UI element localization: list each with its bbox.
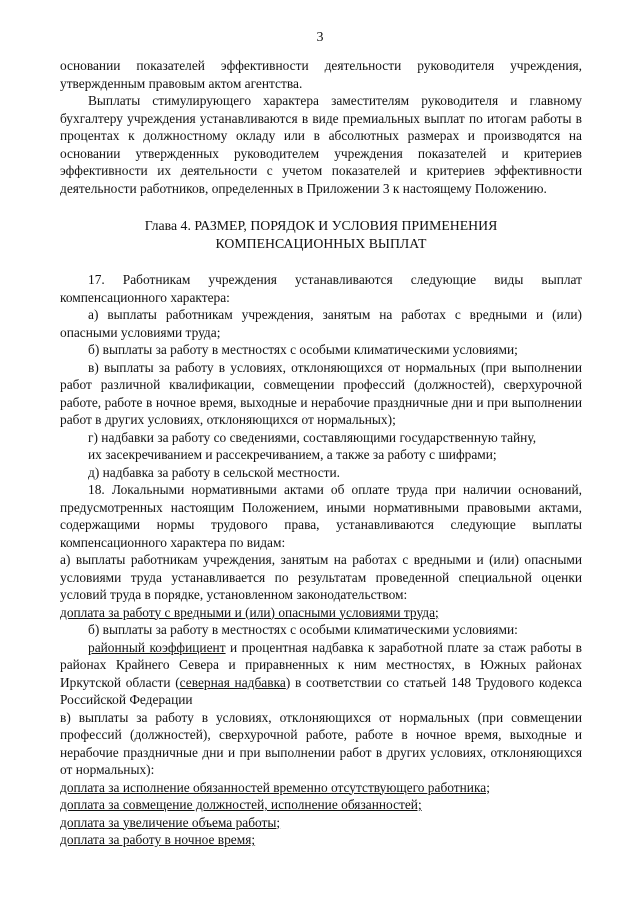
document-body xyxy=(60,57,582,849)
item-17-intro: 17. Работникам учреждения устанавливаются следующие виды выплат компенсационного характера: xyxy=(60,272,582,305)
chapter-heading-line2: КОМПЕНСАЦИОННЫХ ВЫПЛАТ xyxy=(215,236,427,251)
item-18-a: а) выплаты работникам учреждения, занятым на работах с вредными и (или) опасными условиями труда устанавливается по результатам проведенной специальной оценки условий труда в порядке, установленном законодательством: xyxy=(60,552,582,602)
item-17-a: а) выплаты работникам учреждения, занятым на работах с вредными и (или) опасными условиями труда; xyxy=(60,307,582,340)
item-18-b-end-text: ) в соответствии со статьей 148 Трудового кодекса Российской Федерации xyxy=(60,674,582,707)
intro-paragraph: основании показателей эффективности деятельности руководителя учреждения, утвержденным правовым актом агентства. xyxy=(60,58,582,91)
chapter-heading xyxy=(60,217,582,253)
northern-allowance-text: северная надбавка xyxy=(179,674,286,690)
item-17-d-line1: г) надбавки за работу со сведениями, составляющими государственную тайну, xyxy=(88,429,537,445)
item-18-c-sub-1: доплата за исполнение обязанностей временно отсутствующего работника; xyxy=(60,779,490,795)
item-18-c-sub-4: доплата за работу в ночное время; xyxy=(60,832,256,847)
item-18-a-sub xyxy=(60,604,582,622)
regional-coefficient-text: районный коэффициент xyxy=(88,639,226,655)
item-17-e: д) надбавка за работу в сельской местности. xyxy=(88,464,341,480)
page-number: 3 xyxy=(316,30,324,45)
item-18-b-detail xyxy=(60,639,582,709)
item-18-b: б) выплаты за работу в местностях с особыми климатическими условиями: xyxy=(88,622,518,637)
item-18-c: в) выплаты за работу в условиях, отклоняющихся от нормальных (при совмещении профессий (должностей), сверхурочной работе, работе в ночное время, выходные и нерабочие праздничные дни и при выполнении работ в других условиях, отклоняющихся от нормальных): xyxy=(60,709,582,777)
item-17-d-line2: их засекречиванием и рассекречиванием, а также за работу с шифрами; xyxy=(88,447,497,462)
deputy-payments-paragraph: Выплаты стимулирующего характера заместителям руководителя и главному бухгалтеру учреждения устанавливаются в виде премиальных выплат по итогам работы в процентах к должностному окладу или в абсолютных размерах и производятся на основании утвержденных руководителем учреждения показателей и критериев эффективности их деятельности с учетом показателей и критериев эффективности деятельности работников, определенных в Приложении 3 к настоящему Положению. xyxy=(60,93,582,196)
item-18-c-sub-2: доплата за совмещение должностей, исполнение обязанностей; xyxy=(60,797,422,812)
item-18-b-mid-text: и процентная надбавка к заработной плате за стаж работы в районах Крайнего Севера и приравненных к ним местностях, в Южных районах Иркутской области ( xyxy=(60,639,582,690)
item-17-c: в) выплаты за работу в условиях, отклоняющихся от нормальных (при выполнении работ различной квалификации, совмещении профессий (должностей), сверхурочной работе, работе в ночное время, выходные и нерабочие праздничные дни и при выполнении работ в других условиях, отклоняющихся от нормальных); xyxy=(60,359,582,427)
item-18-c-sub-3: доплата за увеличение объема работы; xyxy=(60,814,281,830)
chapter-heading-line1: Глава 4. РАЗМЕР, ПОРЯДОК И УСЛОВИЯ ПРИМЕНЕНИЯ xyxy=(144,218,498,233)
item-18-a-sub-text: доплата за работу с вредными и (или) опасными условиями труда; xyxy=(60,604,439,620)
item-17-b: б) выплаты за работу в местностях с особыми климатическими условиями; xyxy=(88,342,518,357)
item-18-intro: 18. Локальными нормативными актами об оплате труда при наличии оснований, предусмотренных настоящим Положением, иными нормативными правовыми актами, содержащими нормы трудового права, устанавливаются следующие выплаты компенсационного характера по видам: xyxy=(60,482,582,550)
